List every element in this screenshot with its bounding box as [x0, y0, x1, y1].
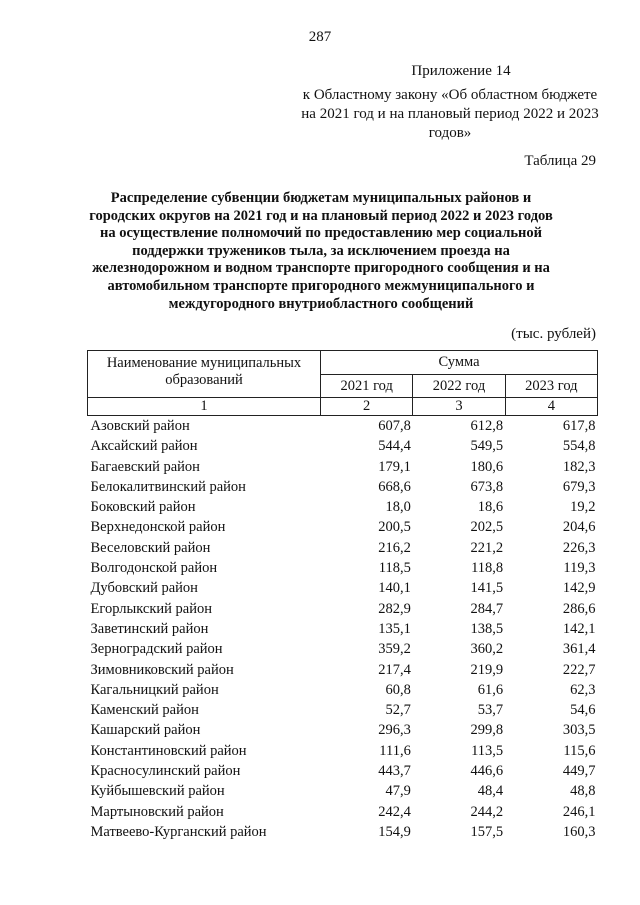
value-2023: 246,1	[562, 803, 596, 820]
table-row	[88, 538, 598, 558]
document-title: Распределение субвенции бюджетам муниципальных районов и городских округов на 2021 год и на плановый период 2022 и 2023 годов на осуществление полномочий по предоставлению мер социальной поддержки тружеников тыла, за исключением проезда на железнодорожном и водном транспорте пригородного сообщения и на автомобильном транспорте пригородного межмуниципального и междугородного внутриобластного сообщений	[89, 190, 553, 312]
value-2022: 48,4	[477, 783, 504, 800]
value-2021: 296,3	[378, 722, 411, 739]
value-2022: 202,5	[470, 519, 504, 536]
header-sum: Сумма	[321, 351, 598, 375]
value-2021: 359,2	[378, 641, 411, 658]
region-name: Багаевский район	[90, 458, 200, 475]
value-2021: 200,5	[378, 519, 411, 536]
value-2023: 222,7	[562, 661, 596, 678]
table-row	[88, 416, 598, 437]
table-row	[88, 822, 598, 842]
table-row	[88, 802, 598, 822]
table-label: Таблица 29	[524, 153, 596, 169]
value-2021: 47,9	[385, 783, 411, 800]
value-2022: 219,9	[470, 661, 504, 678]
value-2023: 679,3	[562, 478, 596, 495]
table-body	[88, 416, 598, 843]
header-row	[88, 351, 598, 375]
appendix-reference: к Областному закону «Об областном бюджете на 2021 год и на плановый период 2022 и 2023 годов»	[301, 87, 599, 141]
value-2021: 111,6	[379, 742, 411, 759]
value-2021: 544,4	[378, 438, 411, 455]
value-2021: 18,0	[385, 499, 411, 516]
value-2022: 284,7	[470, 600, 504, 617]
value-2022: 157,5	[470, 823, 504, 840]
table-row	[88, 660, 598, 680]
value-2022: 299,8	[470, 722, 504, 739]
region-name: Дубовский район	[90, 580, 198, 597]
index-cell: 1	[88, 398, 321, 416]
value-2023: 115,6	[563, 742, 596, 759]
region-name: Волгодонской район	[90, 560, 218, 577]
table-row	[88, 720, 598, 740]
region-name: Заветинский район	[90, 620, 209, 637]
region-name: Кашарский район	[90, 722, 201, 739]
index-cell: 4	[505, 398, 597, 416]
region-name: Константиновский район	[90, 742, 247, 759]
region-name: Боковский район	[90, 499, 196, 516]
region-name: Егорлыкский район	[90, 600, 212, 617]
value-2021: 282,9	[378, 600, 411, 617]
subsidy-table	[87, 350, 598, 842]
appendix-block	[300, 62, 600, 143]
header-name: Наименование муниципальных образований	[88, 351, 321, 398]
value-2023: 142,9	[562, 580, 596, 597]
region-name: Куйбышевский район	[90, 783, 225, 800]
table-row	[88, 477, 598, 497]
table-row	[88, 558, 598, 578]
value-2021: 217,4	[378, 661, 411, 678]
value-2023: 48,8	[570, 783, 596, 800]
value-2022: 113,5	[471, 742, 504, 759]
header-year-2021: 2021 год	[321, 375, 413, 398]
value-2023: 449,7	[562, 763, 596, 780]
value-2022: 221,2	[470, 539, 504, 556]
value-2022: 53,7	[477, 702, 504, 719]
region-name: Аксайский район	[90, 438, 198, 455]
index-cell: 2	[321, 398, 413, 416]
value-2021: 154,9	[378, 823, 411, 840]
value-2023: 286,6	[562, 600, 596, 617]
value-2023: 62,3	[570, 681, 596, 698]
value-2022: 244,2	[470, 803, 504, 820]
value-2023: 361,4	[562, 641, 596, 658]
value-2023: 617,8	[562, 418, 596, 434]
value-2022: 549,5	[470, 438, 504, 455]
table-row	[88, 436, 598, 456]
region-name: Красносулинский район	[90, 763, 241, 780]
value-2022: 141,5	[470, 580, 504, 597]
value-2021: 140,1	[378, 580, 411, 597]
value-2023: 119,3	[563, 560, 596, 577]
value-2021: 179,1	[378, 458, 411, 475]
table-row	[88, 761, 598, 781]
value-2023: 160,3	[562, 823, 596, 840]
value-2021: 668,6	[378, 478, 411, 495]
value-2021: 135,1	[378, 620, 411, 637]
value-2023: 204,6	[562, 519, 596, 536]
table-row	[88, 741, 598, 761]
value-2023: 303,5	[562, 722, 596, 739]
table-row	[88, 619, 598, 639]
table-row	[88, 781, 598, 801]
index-cell: 3	[413, 398, 505, 416]
table-row	[88, 599, 598, 619]
value-2023: 54,6	[570, 702, 596, 719]
region-name: Зерноградский район	[90, 641, 223, 658]
value-2023: 226,3	[562, 539, 596, 556]
value-2022: 118,8	[471, 560, 504, 577]
region-name: Зимовниковский район	[90, 661, 234, 678]
region-name: Каменский район	[90, 702, 199, 719]
value-2021: 52,7	[385, 702, 411, 719]
region-name: Верхнедонской район	[90, 519, 226, 536]
region-name: Веселовский район	[90, 539, 211, 556]
table-row	[88, 680, 598, 700]
units-label: (тыс. рублей)	[511, 326, 596, 342]
region-name: Кагальницкий район	[90, 681, 219, 698]
header-year-2023: 2023 год	[505, 375, 597, 398]
value-2023: 182,3	[562, 458, 596, 475]
value-2021: 60,8	[385, 681, 411, 698]
value-2021: 216,2	[378, 539, 411, 556]
value-2022: 138,5	[470, 620, 504, 637]
value-2023: 554,8	[562, 438, 596, 455]
appendix-title: Приложение 14	[411, 63, 511, 79]
table-row	[88, 457, 598, 477]
region-name: Мартыновский район	[90, 803, 224, 820]
value-2021: 443,7	[378, 763, 411, 780]
value-2022: 446,6	[470, 763, 504, 780]
table-row	[88, 578, 598, 598]
header-year-2022: 2022 год	[413, 375, 505, 398]
table-row	[88, 639, 598, 659]
region-name: Азовский район	[90, 418, 190, 434]
value-2022: 612,8	[470, 418, 504, 434]
region-name: Матвеево-Курганский район	[90, 823, 267, 840]
table-row	[88, 517, 598, 537]
value-2023: 19,2	[570, 499, 596, 516]
page-number: 287	[308, 29, 332, 45]
table-row	[88, 497, 598, 517]
value-2023: 142,1	[562, 620, 596, 637]
table-row	[88, 700, 598, 720]
value-2022: 673,8	[470, 478, 504, 495]
value-2021: 607,8	[378, 418, 411, 434]
value-2022: 180,6	[470, 458, 504, 475]
value-2021: 118,5	[378, 560, 411, 577]
region-name: Белокалитвинский район	[90, 478, 246, 495]
value-2022: 61,6	[477, 681, 504, 698]
value-2021: 242,4	[378, 803, 411, 820]
index-row	[88, 398, 598, 416]
value-2022: 360,2	[470, 641, 504, 658]
value-2022: 18,6	[477, 499, 504, 516]
